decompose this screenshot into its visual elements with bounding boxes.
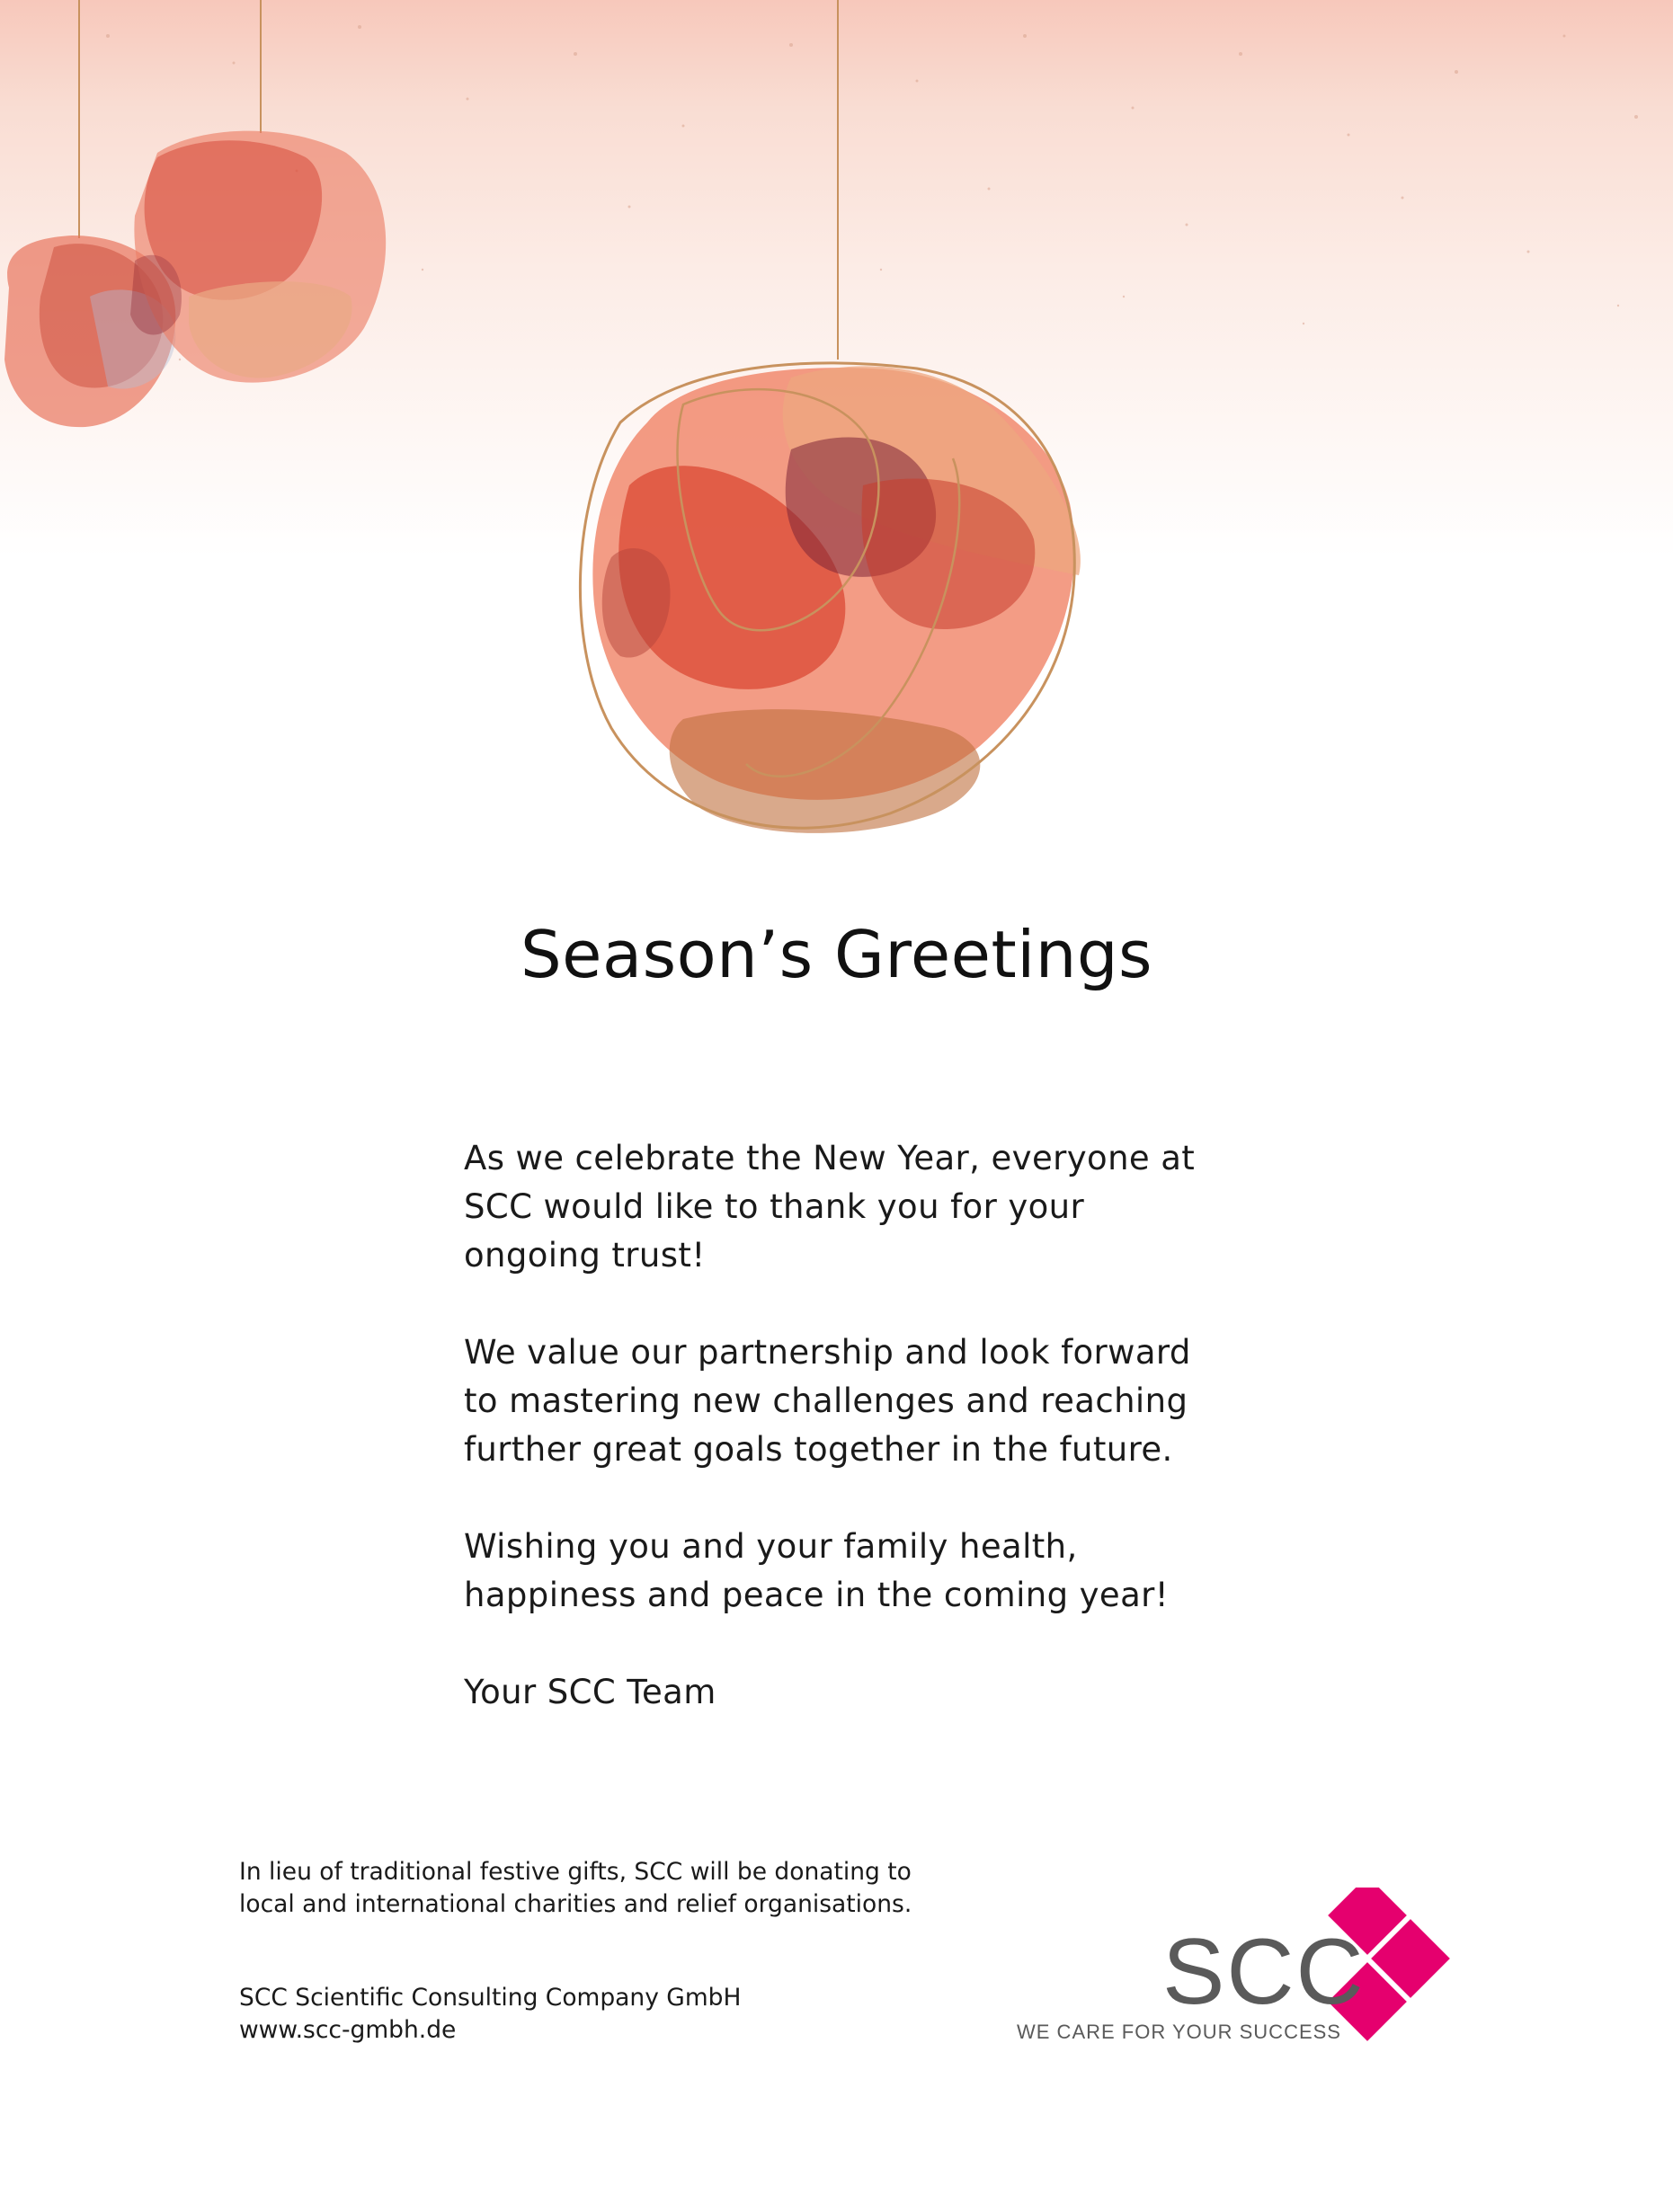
donation-note-line: local and international charities and relief organisations.	[239, 1890, 912, 1918]
main-ornament	[580, 363, 1080, 833]
scc-logo	[1011, 1888, 1479, 2067]
ornament-illustration	[0, 0, 1673, 899]
donation-note-line: In lieu of traditional festive gifts, SCC will be donating to	[239, 1858, 912, 1886]
message-paragraph: As we celebrate the New Year, everyone at SCC would like to thank you for your ongoing trust!	[464, 1139, 1196, 1275]
greeting-message	[464, 1134, 1219, 1765]
message-paragraph: Wishing you and your family health, happiness and peace in the coming year!	[464, 1527, 1170, 1614]
logo-tagline: WE CARE FOR YOUR SUCCESS	[1017, 2021, 1341, 2043]
message-signature: Your SCC Team	[464, 1673, 716, 1711]
donation-note	[239, 1856, 958, 1921]
company-website-link[interactable]: www.scc-gmbh.de	[239, 2016, 457, 2044]
company-info	[239, 1982, 958, 2047]
greeting-title: Season’s Greetings	[520, 917, 1153, 992]
logo-wordmark: SCC	[1162, 1920, 1366, 2024]
company-name: SCC Scientific Consulting Company GmbH	[239, 1984, 742, 2012]
message-paragraph: We value our partnership and look forward to mastering new challenges and reaching further great goals together in the future.	[464, 1333, 1191, 1469]
